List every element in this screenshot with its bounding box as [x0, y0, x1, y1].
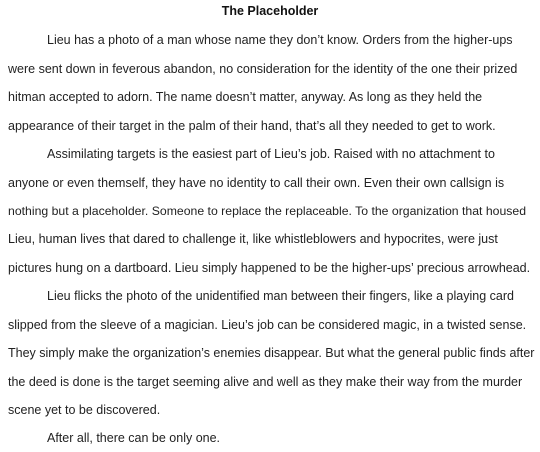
paragraph-2-line-5: pictures hung on a dartboard. Lieu simply happened to be the higher-ups’ precious arrowhead. — [8, 261, 531, 275]
paragraph-2-line-2: anyone or even themself, they have no identity to call their own. Even their own callsign is — [8, 176, 505, 190]
paragraph-2-line-3: nothing but a placeholder. Someone to replace the replaceable. To the organization that housed — [8, 204, 527, 218]
paragraph-1-line-4: appearance of their target in the palm of their hand, that’s all they needed to get to work. — [8, 119, 496, 133]
paragraph-3-line-3: They simply make the organization’s enemies disappear. But what the general public finds after — [8, 346, 535, 360]
paragraph-4-line-1: After all, there can be only one. — [47, 431, 221, 445]
paragraph-3-line-1: Lieu flicks the photo of the unidentified man between their fingers, like a playing card — [47, 289, 514, 303]
document-title: The Placeholder — [221, 4, 319, 18]
paragraph-1-line-1: Lieu has a photo of a man whose name they don’t know. Orders from the higher-ups — [47, 33, 513, 47]
paragraph-3-line-2: slipped from the sleeve of a magician. Lieu’s job can be considered magic, in a twisted sense. — [8, 318, 527, 332]
paragraph-3-line-4: the deed is done is the target seeming alive and well as they make their way from the murder — [8, 375, 523, 389]
paragraph-1-line-3: hitman accepted to adorn. The name doesn’t matter, anyway. As long as they held the — [8, 90, 483, 104]
paragraph-2-line-4: Lieu, human lives that dared to challenge it, like whistleblowers and hypocrites, were just — [8, 232, 498, 246]
paragraph-2-line-1: Assimilating targets is the easiest part of Lieu’s job. Raised with no attachment to — [47, 147, 495, 161]
paragraph-3-line-5: scene yet to be discovered. — [8, 403, 161, 417]
paragraph-1-line-2: were sent down in feverous abandon, no consideration for the identity of the one their prized — [8, 62, 518, 76]
